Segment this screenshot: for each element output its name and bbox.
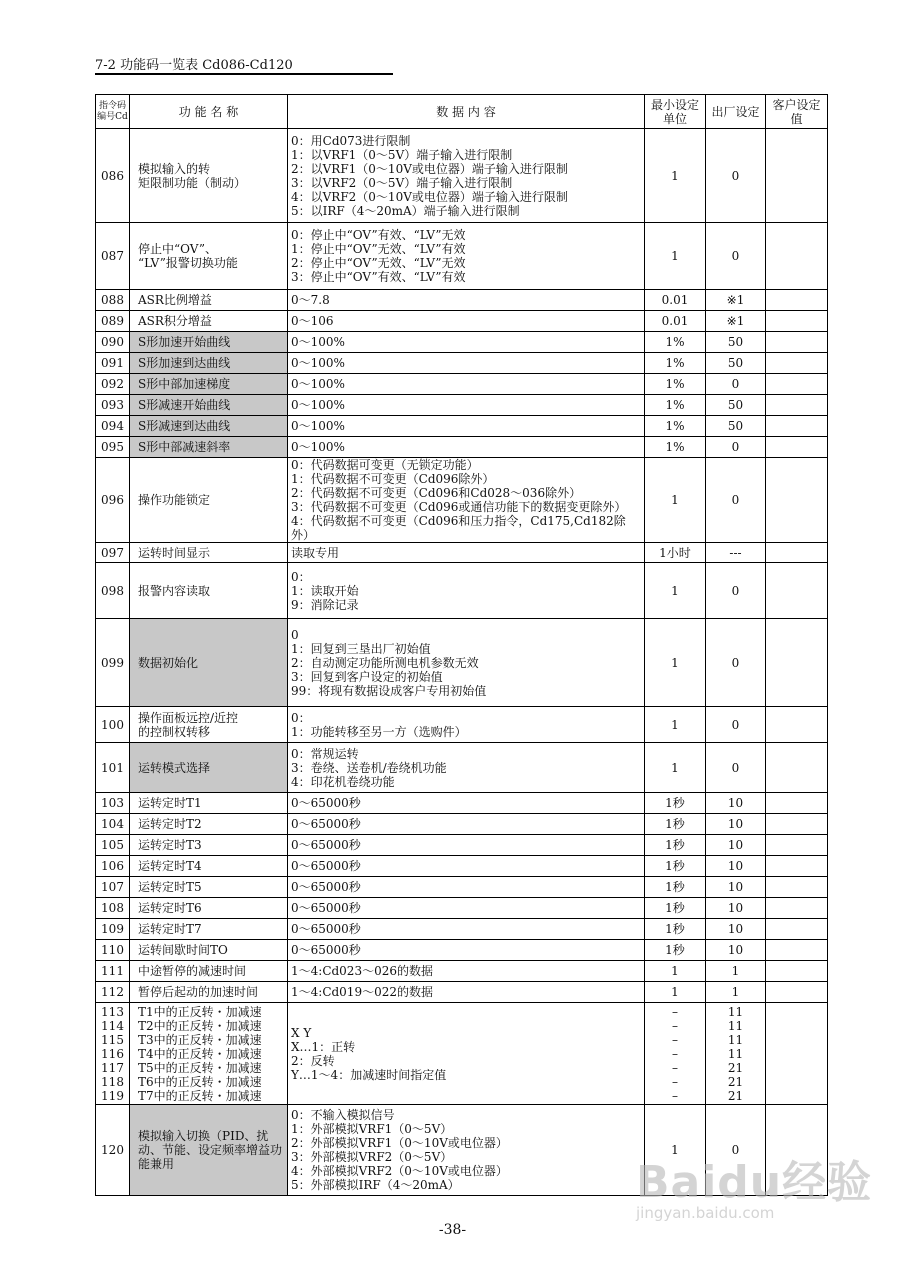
cell-name: 运转定时T4 [130,856,288,877]
cell-code: 109 [96,919,130,940]
cell-name: S形中部加速梯度 [130,374,288,395]
cell-content: 0～7.8 [288,290,645,311]
cell-content: 1～4:Cd023～026的数据 [288,961,645,982]
cell-factory: 1 [706,982,766,1003]
cell-factory: 50 [706,332,766,353]
table-row [96,898,828,919]
cell-customer [766,707,828,743]
cell-unit: 0.01 [645,290,706,311]
cell-content: 0 1：回复到三垦出厂初始值 2：自动测定功能所测电机参数无效 3：回复到客户设定的初始值 99：将现有数据设成客户专用初始值 [288,619,645,707]
cell-content: X Y X…1：正转 2：反转 Y…1～4：加减速时间指定值 [288,1003,645,1105]
cell-factory: 10 [706,919,766,940]
table-row [96,543,828,563]
cell-factory: 50 [706,395,766,416]
cell-factory: 10 [706,793,766,814]
cell-name: 运转定时T2 [130,814,288,835]
cell-customer [766,856,828,877]
table-row [96,856,828,877]
cell-code: 107 [96,877,130,898]
cell-unit: 1秒 [645,835,706,856]
col-header-factory: 出厂设定 [706,95,766,129]
cell-unit: 1 [645,563,706,619]
cell-content: 1～4:Cd019～022的数据 [288,982,645,1003]
col-header-content: 数 据 内 容 [288,95,645,129]
cell-factory: 0 [706,129,766,223]
cell-name: 操作功能锁定 [130,458,288,543]
cell-customer [766,940,828,961]
cell-unit: 1秒 [645,814,706,835]
table-row [96,395,828,416]
cell-customer [766,835,828,856]
cell-customer [766,743,828,793]
cell-content: 0～100% [288,395,645,416]
cell-code: 101 [96,743,130,793]
cell-customer [766,563,828,619]
cell-code: 110 [96,940,130,961]
cell-customer [766,395,828,416]
cell-code: 112 [96,982,130,1003]
watermark-url: jingyan.baidu.com [636,1204,775,1222]
cell-factory: 1 [706,961,766,982]
cell-name: ASR积分增益 [130,311,288,332]
cell-factory: 0 [706,223,766,290]
cell-content: 0：不输入模拟信号 1：外部模拟VRF1（0～5V） 2：外部模拟VRF1（0～10V或电位器） 3：外部模拟VRF2（0～5V） 4：外部模拟VRF2（0～10V或电位器） 5：外部模拟IRF（4～20mA） [288,1105,645,1196]
cell-customer [766,332,828,353]
cell-name: ASR比例增益 [130,290,288,311]
cell-factory: 0 [706,437,766,458]
cell-code: 100 [96,707,130,743]
cell-unit: 1 [645,619,706,707]
table-row [96,961,828,982]
cell-customer [766,814,828,835]
cell-factory: 0 [706,743,766,793]
col-header-code: 指令码编号Cd [96,95,130,129]
cell-content: 0～100% [288,353,645,374]
cell-code: 093 [96,395,130,416]
cell-unit: 1% [645,395,706,416]
cell-code: 103 [96,793,130,814]
cell-factory: 0 [706,458,766,543]
cell-code: 105 [96,835,130,856]
cell-unit: 1 [645,743,706,793]
cell-customer [766,437,828,458]
cell-unit: 1 [645,458,706,543]
cell-content: 读取专用 [288,543,645,563]
cell-content: 0～65000秒 [288,919,645,940]
cell-factory: --- [706,543,766,563]
cell-code: 104 [96,814,130,835]
cell-code: 096 [96,458,130,543]
cell-factory: 0 [706,619,766,707]
cell-factory: 10 [706,835,766,856]
cell-factory: 10 [706,877,766,898]
cell-name: 报警内容读取 [130,563,288,619]
cell-unit: 1 [645,982,706,1003]
cell-name: 运转定时T3 [130,835,288,856]
cell-content: 0～100% [288,332,645,353]
table-row [96,619,828,707]
table-row [96,793,828,814]
cell-content: 0：代码数据可变更（无锁定功能） 1：代码数据不可变更（Cd096除外） 2：代码数据不可变更（Cd096和Cd028～036除外） 3：代码数据不可变更（Cd096或通信功能下的数据变更除外） 4：代码数据不可变更（Cd096和压力指令，Cd175,Cd182除外） [288,458,645,543]
cell-unit: 1 [645,707,706,743]
col-header-unit: 最小设定单位 [645,95,706,129]
cell-factory: 0 [706,1105,766,1196]
cell-content: 0～65000秒 [288,940,645,961]
cell-name: S形中部减速斜率 [130,437,288,458]
table-row [96,129,828,223]
table-row [96,707,828,743]
cell-factory: 10 [706,814,766,835]
cell-factory: 0 [706,374,766,395]
cell-unit: 1秒 [645,940,706,961]
cell-factory: ※1 [706,311,766,332]
cell-content: 0：用Cd073进行限制 1：以VRF1（0～5V）端子输入进行限制 2：以VRF1（0～10V或电位器）端子输入进行限制 3：以VRF2（0～5V）端子输入进行限制 4：以VRF2（0～10V或电位器）端子输入进行限制 5：以IRF（4～20mA）端子输入进行限制 [288,129,645,223]
cell-name: 中途暂停的减速时间 [130,961,288,982]
table-row [96,835,828,856]
cell-unit: 1% [645,416,706,437]
table-row [96,1003,828,1105]
cell-code: 113 114 115 116 117 118 119 [96,1003,130,1105]
table-row [96,919,828,940]
cell-code: 091 [96,353,130,374]
cell-customer [766,961,828,982]
cell-unit: 1秒 [645,877,706,898]
cell-name: 运转模式选择 [130,743,288,793]
cell-customer [766,129,828,223]
cell-content: 0～65000秒 [288,856,645,877]
page-header: 7-2 功能码一览表 Cd086-Cd120 [95,58,293,73]
cell-content: 0～65000秒 [288,793,645,814]
cell-content: 0： 1：读取开始 9：消除记录 [288,563,645,619]
cell-customer [766,877,828,898]
cell-code: 092 [96,374,130,395]
cell-customer [766,793,828,814]
cell-code: 089 [96,311,130,332]
table-row [96,743,828,793]
cell-factory: 50 [706,416,766,437]
cell-customer [766,416,828,437]
cell-name: T1中的正反转・加减速 T2中的正反转・加减速 T3中的正反转・加减速 T4中的正反转・加减速 T5中的正反转・加减速 T6中的正反转・加减速 T7中的正反转・加减速 [130,1003,288,1105]
cell-code: 095 [96,437,130,458]
cell-code: 098 [96,563,130,619]
cell-customer [766,1003,828,1105]
cell-unit: 1 [645,129,706,223]
cell-name: 停止中“OV”、 “LV”报警切换功能 [130,223,288,290]
table-row [96,374,828,395]
cell-content: 0：常规运转 3：卷绕、送卷机/卷绕机功能 4：印花机卷绕功能 [288,743,645,793]
cell-name: 模拟输入的转 矩限制功能（制动） [130,129,288,223]
cell-content: 0～65000秒 [288,877,645,898]
cell-factory: 11 11 11 11 21 21 21 [706,1003,766,1105]
cell-name: S形减速到达曲线 [130,416,288,437]
cell-customer [766,543,828,563]
cell-content: 0～106 [288,311,645,332]
cell-content: 0： 1：功能转移至另一方（选购件） [288,707,645,743]
cell-customer [766,458,828,543]
cell-name: 数据初始化 [130,619,288,707]
cell-code: 090 [96,332,130,353]
cell-content: 0～100% [288,416,645,437]
col-header-name: 功 能 名 称 [130,95,288,129]
cell-factory: 50 [706,353,766,374]
cell-factory: 10 [706,856,766,877]
cell-customer [766,619,828,707]
cell-unit: 1% [645,374,706,395]
cell-content: 0～65000秒 [288,814,645,835]
watermark-logo: Baidu经验 [636,1157,873,1208]
table-row [96,877,828,898]
cell-unit: 1秒 [645,898,706,919]
cell-unit: 1秒 [645,856,706,877]
cell-customer [766,223,828,290]
cell-unit: 1 [645,223,706,290]
cell-name: 运转定时T1 [130,793,288,814]
cell-unit: 1秒 [645,919,706,940]
cell-unit: 1秒 [645,793,706,814]
cell-code: 097 [96,543,130,563]
table-row [96,332,828,353]
cell-name: 暂停后起动的加速时间 [130,982,288,1003]
cell-code: 088 [96,290,130,311]
cell-code: 120 [96,1105,130,1196]
table-row [96,563,828,619]
cell-unit: 1% [645,353,706,374]
cell-content: 0：停止中“OV”有效、“LV”无效 1：停止中“OV”无效、“LV”有效 2：停止中“OV”无效、“LV”无效 3：停止中“OV”有效、“LV”有效 [288,223,645,290]
table-row [96,223,828,290]
table-row [96,982,828,1003]
cell-content: 0～65000秒 [288,835,645,856]
cell-unit: 1小时 [645,543,706,563]
cell-factory: ※1 [706,290,766,311]
cell-name: 操作面板远控/近控 的控制权转移 [130,707,288,743]
cell-customer [766,982,828,1003]
cell-code: 086 [96,129,130,223]
cell-name: S形加速到达曲线 [130,353,288,374]
cell-name: S形加速开始曲线 [130,332,288,353]
cell-customer [766,898,828,919]
cell-content: 0～65000秒 [288,898,645,919]
cell-code: 108 [96,898,130,919]
cell-name: 模拟输入切换（PID、扰动、节能、设定频率增益功能兼用 [130,1105,288,1196]
cell-code: 106 [96,856,130,877]
cell-name: S形减速开始曲线 [130,395,288,416]
table-row [96,814,828,835]
table-row [96,311,828,332]
col-header-customer: 客户设定值 [766,95,828,129]
cell-unit: 0.01 [645,311,706,332]
cell-customer [766,374,828,395]
cell-code: 111 [96,961,130,982]
header-rule [95,73,393,75]
cell-name: 运转间歇时间TO [130,940,288,961]
cell-factory: 10 [706,940,766,961]
cell-customer [766,919,828,940]
table-row [96,353,828,374]
cell-content: 0～100% [288,437,645,458]
table-row [96,290,828,311]
cell-name: 运转时间显示 [130,543,288,563]
cell-unit: 1 [645,1105,706,1196]
watermark [636,1146,872,1222]
cell-content: 0～100% [288,374,645,395]
cell-code: 099 [96,619,130,707]
cell-name: 运转定时T5 [130,877,288,898]
cell-code: 087 [96,223,130,290]
cell-unit: 1 [645,961,706,982]
cell-unit: 1% [645,332,706,353]
table-row [96,437,828,458]
table-row [96,416,828,437]
function-code-table [95,94,828,1196]
cell-factory: 0 [706,563,766,619]
cell-factory: 10 [706,898,766,919]
cell-name: 运转定时T6 [130,898,288,919]
cell-name: 运转定时T7 [130,919,288,940]
cell-code: 094 [96,416,130,437]
page-number: -38- [438,1222,467,1238]
cell-customer [766,353,828,374]
cell-factory: 0 [706,707,766,743]
cell-customer [766,290,828,311]
table-row [96,458,828,543]
cell-unit: – – – – – – – [645,1003,706,1105]
cell-unit: 1% [645,437,706,458]
cell-customer [766,311,828,332]
table-row [96,940,828,961]
